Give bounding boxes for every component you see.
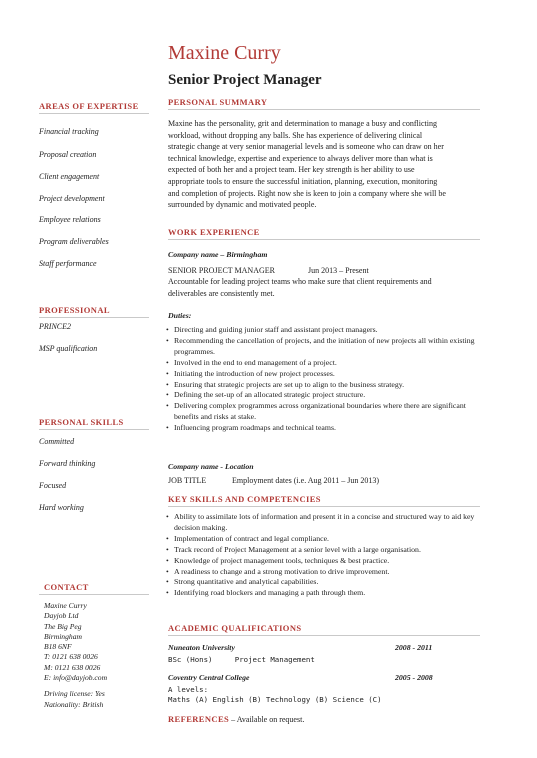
duties-label: Duties:	[168, 311, 192, 320]
divider	[39, 113, 149, 114]
job2-role: JOB TITLE	[168, 476, 207, 485]
summary-line: appropriate tools to ensure the successful initiation, planning, execution, monitoring	[168, 176, 438, 186]
summary-line: workload, without dropping any balls. She has experience of delivering clinical	[168, 130, 423, 140]
divider	[168, 239, 480, 240]
expertise-item: Financial tracking	[39, 127, 99, 136]
skill-bullet: • Ability to assimilate lots of information and present it in a concise and structured way to aid key decision making.	[166, 512, 484, 534]
duty-item: • Initiating the introduction of new project processes.	[166, 369, 484, 380]
candidate-name: Maxine Curry	[168, 42, 281, 64]
job1-desc-line: Accountable for leading project teams who make sure that client requirements and	[168, 277, 432, 286]
job2-dates: Employment dates (i.e. Aug 2011 – Jun 2013)	[232, 476, 380, 485]
duty-item: • Ensuring that strategic projects are set up to align to the business strategy.	[166, 380, 484, 391]
skill-item: Committed	[39, 437, 75, 446]
contact-city: Birmingham	[44, 631, 82, 641]
divider	[39, 594, 149, 595]
skill-bullet: • Implementation of contract and legal compliance.	[166, 534, 484, 545]
contact-block	[44, 601, 107, 710]
summary-line: technical knowledge, expertise and experience to always deliver more than what is	[168, 153, 433, 163]
alevels-label: A levels:	[168, 685, 209, 694]
skill-bullet: • A readiness to change and a strong motivation to drive improvement.	[166, 567, 484, 578]
duty-item: • Involved in the end to end management of a project.	[166, 358, 484, 369]
expertise-item: Client engagement	[39, 172, 100, 181]
contact-mobile: M: 0121 638 0026	[44, 662, 101, 672]
contact-company: Dayjob Ltd	[44, 611, 79, 621]
references-text: – Available on request.	[231, 715, 305, 724]
skill-bullet: • Strong quantitative and analytical capabilities.	[166, 577, 484, 588]
summary-line: expected of both her and a project team. Her key strength is her ability to use	[168, 165, 415, 175]
skill-item: Focused	[39, 481, 67, 490]
expertise-item: Employee relations	[39, 215, 101, 224]
university-name: Nuneaton University	[168, 643, 235, 652]
job-title: Senior Project Manager	[168, 72, 322, 88]
duty-item: • Influencing program roadmaps and technical teams.	[166, 423, 484, 434]
duties-list	[166, 325, 484, 434]
duty-item: • Recommending the cancellation of projects, and the initiation of new projects all within existing programmes.	[166, 336, 484, 358]
divider	[168, 506, 480, 507]
expertise-item: Program deliverables	[39, 237, 109, 246]
divider	[39, 317, 149, 318]
skill-bullet: • Track record of Project Management at a senior level with a large organisation.	[166, 545, 484, 556]
job1-desc-line: deliverables are consistently met.	[168, 288, 275, 298]
references-line	[168, 714, 304, 724]
duty-item: • Delivering complex programmes across organizational boundaries where there are significant benefits and risks at stake.	[166, 401, 484, 423]
duty-item: • Defining the set-up of an allocated strategic project structure.	[166, 390, 484, 401]
divider	[39, 429, 149, 430]
university-dates: 2008 - 2011	[395, 643, 433, 652]
duty-item: • Directing and guiding junior staff and assistant project managers.	[166, 325, 484, 336]
professional-item: MSP qualification	[39, 344, 98, 353]
professional-item: PRINCE2	[39, 322, 71, 331]
divider	[168, 109, 480, 110]
summary-line: surrounded by dynamic and motivated people.	[168, 200, 317, 210]
expertise-item: Proposal creation	[39, 150, 97, 159]
expertise-item: Staff performance	[39, 259, 97, 268]
summary-line: and completion of projects. Right now she is keen to join a company where she will be	[168, 188, 446, 198]
expertise-heading: AREAS OF EXPERTISE	[39, 101, 139, 111]
key-skills-heading: KEY SKILLS AND COMPETENCIES	[168, 494, 321, 504]
job1-company: Company name – Birmingham	[168, 250, 268, 259]
driving-license: Driving license: Yes	[44, 689, 105, 699]
skill-item: Forward thinking	[39, 459, 96, 468]
job2-company: Company name - Location	[168, 462, 254, 471]
contact-postcode: B18 6NF	[44, 642, 72, 652]
college-name: Coventry Central College	[168, 673, 250, 682]
contact-address: The Big Peg	[44, 621, 82, 631]
summary-heading: PERSONAL SUMMARY	[168, 97, 268, 107]
job1-description	[168, 276, 488, 299]
professional-heading: PROFESSIONAL	[39, 305, 110, 315]
personal-skills-heading: PERSONAL SKILLS	[39, 417, 124, 427]
university-degree: BSc (Hons) Project Management	[168, 655, 315, 664]
job1-role: SENIOR PROJECT MANAGER	[168, 266, 275, 275]
academic-heading: ACADEMIC QUALIFICATIONS	[168, 623, 302, 633]
key-skills-list	[166, 512, 484, 599]
summary-text	[168, 118, 488, 211]
summary-line: Maxine has the personality, grit and determination to manage a busy and conflicting	[168, 119, 437, 128]
divider	[168, 635, 480, 636]
references-heading: REFERENCES	[168, 714, 230, 724]
alevels-grades: Maths (A) English (B) Technology (B) Science (C)	[168, 695, 382, 704]
college-dates: 2005 - 2008	[395, 673, 433, 682]
contact-heading: CONTACT	[44, 582, 89, 592]
summary-line: strategic change at very senior managerial levels and is someone who can draw on her	[168, 142, 444, 152]
skill-item: Hard working	[39, 503, 84, 512]
skill-bullet: • Knowledge of project management tools, techniques & best practice.	[166, 556, 484, 567]
skill-bullet: • Identifying road blockers and managing a path through them.	[166, 588, 484, 599]
nationality: Nationality: British	[44, 699, 104, 709]
work-heading: WORK EXPERIENCE	[168, 227, 260, 237]
expertise-item: Project development	[39, 194, 105, 203]
contact-name: Maxine Curry	[44, 601, 87, 610]
job1-dates: Jun 2013 – Present	[308, 266, 369, 275]
contact-email: E: info@dayjob.com	[44, 673, 108, 683]
contact-phone: T: 0121 638 0026	[44, 652, 98, 662]
